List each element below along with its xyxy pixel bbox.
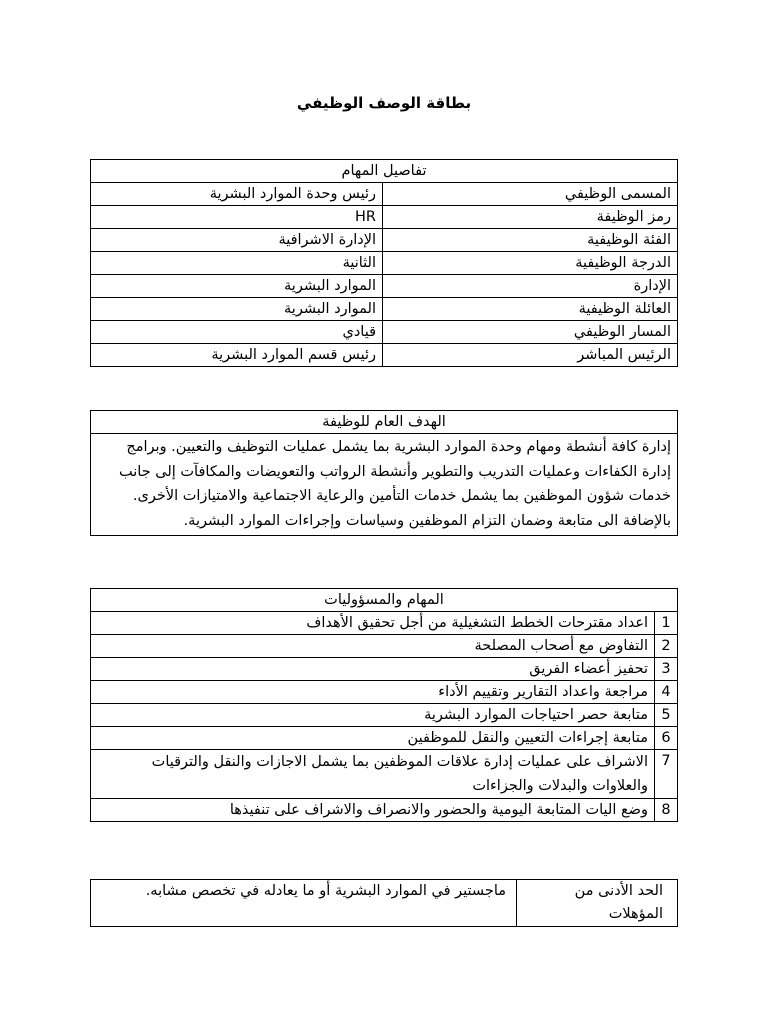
detail-label: الفئة الوظيفية <box>383 229 678 252</box>
table-row <box>91 704 678 727</box>
document-title: بطاقة الوصف الوظيفي <box>296 94 472 112</box>
detail-value: الإدارة الاشرافية <box>91 229 383 252</box>
detail-label: المسمى الوظيفي <box>383 183 678 206</box>
task-number: 6 <box>655 727 678 750</box>
task-number: 7 <box>655 750 678 799</box>
goal-header: الهدف العام للوظيفة <box>91 411 678 434</box>
detail-label: المسار الوظيفي <box>383 321 678 344</box>
qualifications-table <box>90 879 678 927</box>
table-row <box>91 321 678 344</box>
table-row <box>91 799 678 822</box>
tasks-header: المهام والمسؤوليات <box>91 589 678 612</box>
detail-label: الدرجة الوظيفية <box>383 252 678 275</box>
task-number: 8 <box>655 799 678 822</box>
task-text: تحفيز أعضاء الفريق <box>91 658 655 681</box>
job-details-table <box>90 159 678 367</box>
table-row <box>91 229 678 252</box>
detail-label: رمز الوظيفة <box>383 206 678 229</box>
task-text: متابعة إجراءات التعيين والنقل للموظفين <box>91 727 655 750</box>
table-row <box>91 252 678 275</box>
detail-label: الرئيس المباشر <box>383 344 678 367</box>
table-row <box>91 727 678 750</box>
table-row <box>91 635 678 658</box>
detail-value: رئيس قسم الموارد البشرية <box>91 344 383 367</box>
task-text: مراجعة واعداد التقارير وتقييم الأداء <box>91 681 655 704</box>
task-number: 3 <box>655 658 678 681</box>
table-row <box>91 275 678 298</box>
tasks-table <box>90 588 678 822</box>
task-text: متابعة حصر احتياجات الموارد البشرية <box>91 704 655 727</box>
task-number: 5 <box>655 704 678 727</box>
table-row <box>91 750 678 799</box>
table-row <box>91 298 678 321</box>
task-text: الاشراف على عمليات إدارة علاقات الموظفين بما يشمل الاجازات والنقل والترقيات والعلاوات والبدلات والجزاءات <box>91 750 655 799</box>
goal-text: إدارة كافة أنشطة ومهام وحدة الموارد البشرية بما يشمل عمليات التوظيف والتعيين. وبرامج إدارة الكفاءات وعمليات التدريب والتطوير وأنشطة الرواتب والتعويضات والمكافآت إلى جانب خدمات شؤون الموظفين بما يشمل خدمات التأمين والرعاية الاجتماعية والامتيازات الأخرى. بالإضافة الى متابعة وضمان التزام الموظفين وسياسات وإجراءات الموارد البشرية. <box>91 434 678 536</box>
task-number: 4 <box>655 681 678 704</box>
table-row <box>91 206 678 229</box>
table-row <box>91 612 678 635</box>
detail-label: العائلة الوظيفية <box>383 298 678 321</box>
qualifications-value: ماجستير في الموارد البشرية أو ما يعادله في تخصص مشابه. <box>91 880 517 927</box>
task-text: وضع اليات المتابعة اليومية والحضور والانصراف والاشراف على تنفيذها <box>91 799 655 822</box>
table-row <box>91 183 678 206</box>
detail-value: HR <box>91 206 383 229</box>
detail-value: الموارد البشرية <box>91 275 383 298</box>
task-text: التفاوض مع أصحاب المصلحة <box>91 635 655 658</box>
detail-value: قيادي <box>91 321 383 344</box>
table-row <box>91 344 678 367</box>
detail-value: الثانية <box>91 252 383 275</box>
task-number: 2 <box>655 635 678 658</box>
job-goal-table <box>90 410 678 536</box>
detail-value: الموارد البشرية <box>91 298 383 321</box>
table-row <box>91 681 678 704</box>
detail-label: الإدارة <box>383 275 678 298</box>
task-number: 1 <box>655 612 678 635</box>
details-header: تفاصيل المهام <box>91 160 678 183</box>
task-text: اعداد مقترحات الخطط التشغيلية من أجل تحقيق الأهداف <box>91 612 655 635</box>
detail-value: رئيس وحدة الموارد البشرية <box>91 183 383 206</box>
qualifications-label: الحد الأدنى من المؤهلات <box>517 880 678 927</box>
table-row <box>91 658 678 681</box>
